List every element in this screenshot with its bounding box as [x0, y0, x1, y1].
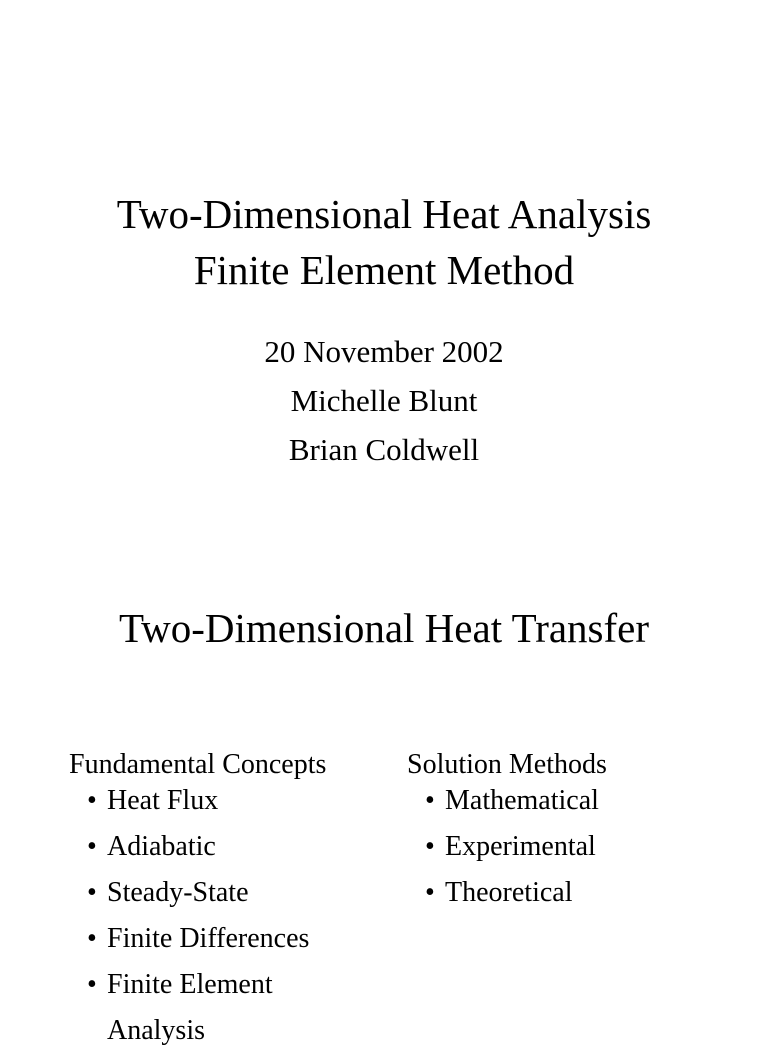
column-heading: Fundamental Concepts: [69, 749, 327, 780]
list-item-label: Heat Flux: [107, 785, 219, 816]
bullet-icon: •: [425, 877, 435, 908]
column-heading: Solution Methods: [407, 749, 607, 780]
list-item-label: Finite Differences: [107, 923, 310, 954]
bullet-icon: •: [87, 923, 97, 954]
list-item: [407, 876, 607, 922]
slide-title-line-1: Two-Dimensional Heat Analysis: [116, 191, 652, 237]
list-item: [69, 922, 326, 968]
bullet-icon: •: [87, 969, 97, 1000]
list-item-label: Steady-State: [107, 877, 249, 908]
slide-title: Two-Dimensional Heat Transfer: [118, 605, 650, 651]
bullet-list: [407, 784, 607, 922]
list-item-label: Theoretical: [445, 877, 573, 908]
list-item-continuation: [69, 1014, 326, 1060]
bullet-list: [69, 784, 326, 1060]
title-slide: [0, 0, 768, 512]
bullet-icon: •: [87, 877, 97, 908]
list-item: [407, 784, 607, 830]
list-item: [69, 968, 326, 1014]
author-name: Michelle Blunt: [290, 383, 478, 418]
solution-methods-column: [407, 748, 607, 922]
presentation-date: 20 November 2002: [264, 334, 504, 369]
author-name: Brian Coldwell: [288, 432, 480, 467]
list-item-label: Finite Element: [107, 969, 273, 1000]
list-item: [69, 784, 326, 830]
bullet-icon: •: [425, 831, 435, 862]
list-item: [407, 830, 607, 876]
list-item: [69, 830, 326, 876]
fundamental-concepts-column: [69, 748, 326, 1060]
list-item-label: Adiabatic: [107, 831, 216, 862]
bullet-icon: •: [425, 785, 435, 816]
list-item: [69, 876, 326, 922]
content-slide: [0, 512, 768, 1046]
bullet-icon: •: [87, 831, 97, 862]
bullet-icon: •: [87, 785, 97, 816]
slide-title-line-2: Finite Element Method: [193, 247, 575, 293]
list-item-label: Experimental: [445, 831, 596, 862]
list-item-label: Analysis: [107, 1015, 205, 1046]
list-item-label: Mathematical: [445, 785, 599, 816]
